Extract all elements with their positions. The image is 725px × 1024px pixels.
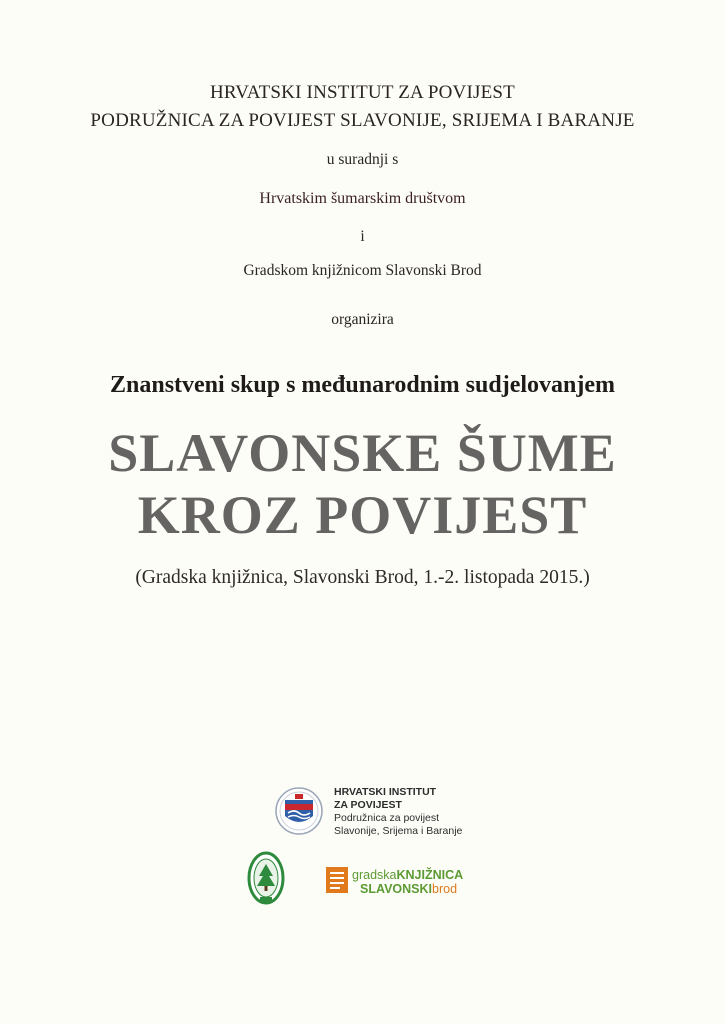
hip-logo-line3: Podružnica za povijest bbox=[334, 812, 440, 824]
organizes-text: organizira bbox=[331, 311, 394, 328]
library-logo-icon bbox=[326, 867, 348, 893]
institute-name: HRVATSKI INSTITUT ZA POVIJEST bbox=[210, 82, 515, 103]
branch-name: PODRUŽNICA ZA POVIJEST SLAVONIJE, SRIJEMA I BARANJE bbox=[90, 110, 635, 131]
forestry-society-emblem-icon bbox=[246, 850, 286, 908]
hip-emblem-icon bbox=[274, 784, 324, 838]
conjunction-text: i bbox=[360, 228, 365, 245]
hip-logo-line2: ZA POVIJEST bbox=[334, 799, 402, 811]
event-place-date: (Gradska knjižnica, Slavonski Brod, 1.-2. listopada 2015.) bbox=[135, 567, 590, 588]
hip-logo-line4: Slavonije, Srijema i Baranje bbox=[334, 825, 463, 837]
library-logo-part2: KNJIŽNICA bbox=[396, 868, 464, 882]
library-logo-text bbox=[352, 868, 463, 896]
hip-logo-line1: HRVATSKI INSTITUT bbox=[334, 786, 437, 798]
event-subtitle: Znanstveni skup s međunarodnim sudjelovanjem bbox=[109, 372, 616, 398]
cooperation-text: u suradnji s bbox=[326, 151, 399, 168]
partner-forestry-society: Hrvatskim šumarskim društvom bbox=[259, 190, 466, 207]
library-logo-part3: SLAVONSKI bbox=[360, 882, 432, 896]
event-title-line1: SLAVONSKE ŠUME bbox=[108, 423, 617, 483]
hip-logo-text bbox=[334, 786, 462, 838]
library-logo-part4: brod bbox=[432, 882, 458, 896]
library-logo-part1: gradska bbox=[352, 868, 397, 882]
event-title-line2: KROZ POVIJEST bbox=[137, 485, 588, 545]
partner-library: Gradskom knjižnicom Slavonski Brod bbox=[243, 262, 482, 279]
